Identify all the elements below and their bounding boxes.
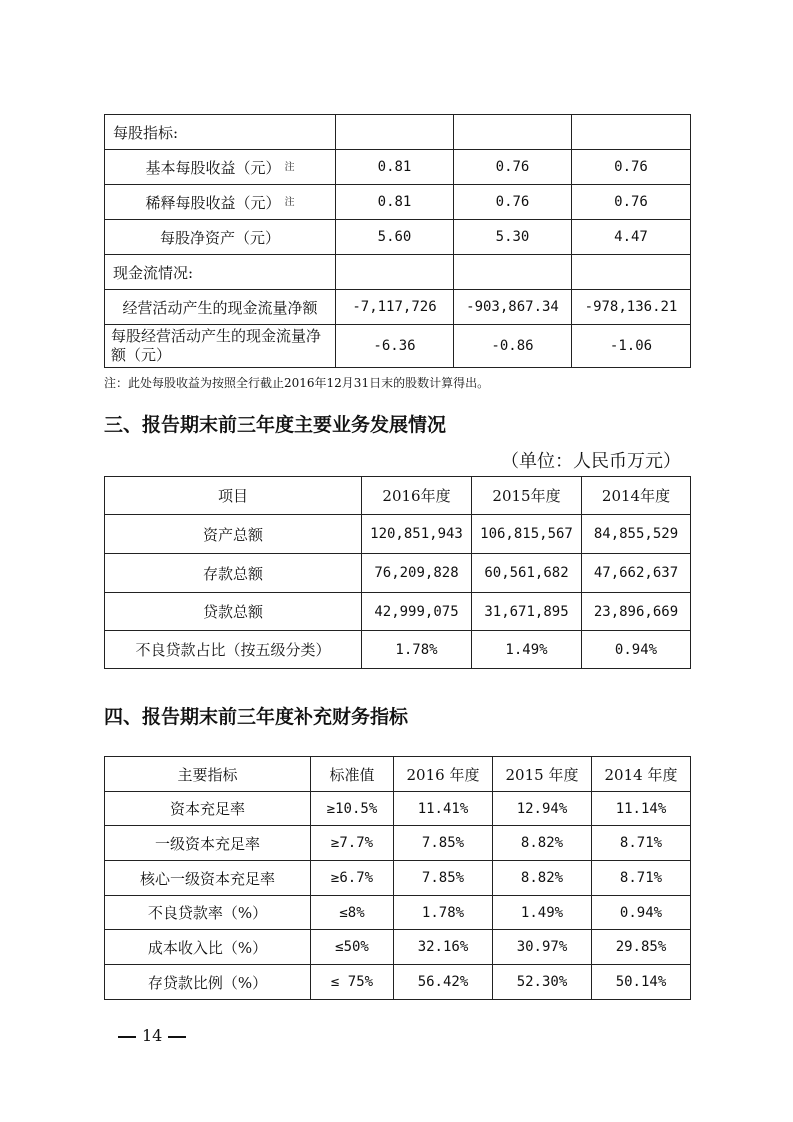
standard-value: ≥6.7%: [311, 861, 394, 896]
table-row: [105, 185, 691, 220]
row-label: 现金流情况:: [105, 255, 336, 290]
table-row: [105, 826, 691, 861]
row-label: 成本收入比（%）: [105, 930, 311, 965]
cell: [454, 255, 572, 290]
cell: [572, 255, 691, 290]
row-label: 一级资本充足率: [105, 826, 311, 861]
cell: 12.94%: [493, 792, 592, 826]
table-row: [105, 593, 691, 631]
unit-label: （单位：人民币万元）: [501, 451, 681, 472]
table-row: [105, 115, 691, 150]
cell: 7.85%: [394, 861, 493, 896]
cell: -7,117,726: [336, 290, 454, 325]
standard-value: ≤ 75%: [311, 965, 394, 1000]
row-label: 每股指标:: [105, 115, 336, 150]
per-share-table: [104, 114, 691, 368]
cell: [454, 115, 572, 150]
cell: 5.30: [454, 220, 572, 255]
table-row: [105, 515, 691, 554]
row-label: 不良贷款率（%）: [105, 896, 311, 930]
row-label: [105, 185, 336, 220]
cell: 1.78%: [394, 896, 493, 930]
cell: 31,671,895: [472, 593, 582, 631]
row-label: 存贷款比例（%）: [105, 965, 311, 1000]
cell: 0.76: [572, 185, 691, 220]
cell: 0.81: [336, 150, 454, 185]
table-row: [105, 325, 691, 368]
cell: 1.49%: [493, 896, 592, 930]
cell: 32.16%: [394, 930, 493, 965]
row-label: 核心一级资本充足率: [105, 861, 311, 896]
table-row: [105, 290, 691, 325]
cell: 76,209,828: [362, 554, 472, 593]
row-label-text: 稀释每股收益（元）: [145, 193, 281, 212]
cell: 0.94%: [582, 631, 691, 669]
row-label: 每股经营活动产生的现金流量净额（元）: [105, 325, 336, 368]
table-header-row: [105, 757, 691, 792]
cell: 0.76: [572, 150, 691, 185]
section-title: 四、报告期末前三年度补充财务指标: [104, 706, 409, 728]
cell: 8.82%: [493, 826, 592, 861]
row-label: 资本充足率: [105, 792, 311, 826]
cell: 4.47: [572, 220, 691, 255]
cell: 56.42%: [394, 965, 493, 1000]
row-label: 贷款总额: [105, 593, 362, 631]
standard-value: ≤50%: [311, 930, 394, 965]
row-label: 存款总额: [105, 554, 362, 593]
cell: 52.30%: [493, 965, 592, 1000]
standard-value: ≥7.7%: [311, 826, 394, 861]
cell: 1.49%: [472, 631, 582, 669]
cell: -978,136.21: [572, 290, 691, 325]
cell: 8.71%: [592, 861, 691, 896]
row-label: [105, 150, 336, 185]
column-header: 主要指标: [105, 757, 311, 792]
cell: [336, 255, 454, 290]
column-header: 2015 年度: [493, 757, 592, 792]
cell: 8.82%: [493, 861, 592, 896]
standard-value: ≥10.5%: [311, 792, 394, 826]
cell: 23,896,669: [582, 593, 691, 631]
table-row: [105, 965, 691, 1000]
cell: 0.94%: [592, 896, 691, 930]
row-label: 不良贷款占比（按五级分类）: [105, 631, 362, 669]
business-table: [104, 476, 691, 669]
standard-value: ≤8%: [311, 896, 394, 930]
column-header: 2014 年度: [592, 757, 691, 792]
note-mark: 注: [284, 161, 295, 173]
cell: -6.36: [336, 325, 454, 368]
footnote: 注：此处每股收益为按照全行截止2016年12月31日末的股数计算得出。: [104, 376, 490, 390]
row-label: 每股净资产（元）: [105, 220, 336, 255]
table-row: [105, 896, 691, 930]
row-label: 资产总额: [105, 515, 362, 554]
cell: 42,999,075: [362, 593, 472, 631]
table-header-row: [105, 477, 691, 515]
column-header: 项目: [105, 477, 362, 515]
cell: -1.06: [572, 325, 691, 368]
table-row: [105, 255, 691, 290]
cell: 50.14%: [592, 965, 691, 1000]
cell: 60,561,682: [472, 554, 582, 593]
cell: 84,855,529: [582, 515, 691, 554]
table-row: [105, 554, 691, 593]
cell: 29.85%: [592, 930, 691, 965]
row-label: 经营活动产生的现金流量净额: [105, 290, 336, 325]
cell: 0.76: [454, 185, 572, 220]
note-mark: 注: [284, 196, 295, 208]
cell: 30.97%: [493, 930, 592, 965]
cell: 47,662,637: [582, 554, 691, 593]
column-header: 2014年度: [582, 477, 691, 515]
page-number-text: 14: [142, 1026, 163, 1045]
table-row: [105, 792, 691, 826]
section-title: 三、报告期末前三年度主要业务发展情况: [104, 414, 447, 436]
cell: 7.85%: [394, 826, 493, 861]
cell: 106,815,567: [472, 515, 582, 554]
cell: 120,851,943: [362, 515, 472, 554]
cell: 8.71%: [592, 826, 691, 861]
cell: 11.14%: [592, 792, 691, 826]
column-header: 2015年度: [472, 477, 582, 515]
cell: 5.60: [336, 220, 454, 255]
cell: [336, 115, 454, 150]
dash-decoration: [118, 1036, 136, 1038]
column-header: 标准值: [311, 757, 394, 792]
cell: 1.78%: [362, 631, 472, 669]
cell: -0.86: [454, 325, 572, 368]
table-row: [105, 631, 691, 669]
page-number: [112, 1026, 192, 1045]
table-row: [105, 150, 691, 185]
cell: 0.76: [454, 150, 572, 185]
cell: 11.41%: [394, 792, 493, 826]
table-row: [105, 861, 691, 896]
column-header: 2016年度: [362, 477, 472, 515]
table-row: [105, 220, 691, 255]
column-header: 2016 年度: [394, 757, 493, 792]
cell: 0.81: [336, 185, 454, 220]
dash-decoration: [168, 1036, 186, 1038]
financial-indicators-table: [104, 756, 691, 1000]
table-row: [105, 930, 691, 965]
cell: [572, 115, 691, 150]
row-label-text: 基本每股收益（元）: [145, 158, 281, 177]
cell: -903,867.34: [454, 290, 572, 325]
